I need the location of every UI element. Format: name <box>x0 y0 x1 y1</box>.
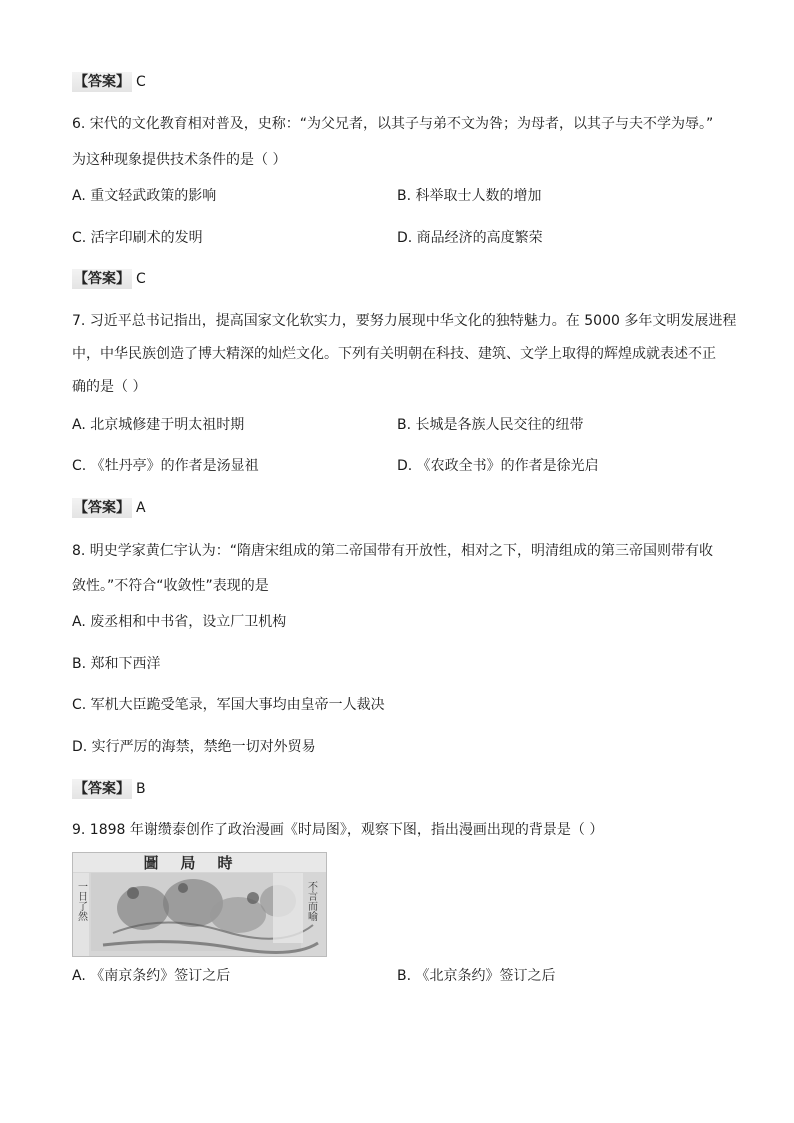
q7-option-d: D. 《农政全书》的作者是徐光启 <box>397 458 599 474</box>
q8-stem-line2: 敛性。”不符合“收敛性”表现的是 <box>72 578 269 594</box>
cartoon-illustration <box>73 853 326 956</box>
q8-answer <box>72 779 146 799</box>
q6-stem-line1: 6. 宋代的文化教育相对普及，史称：“为父兄者，以其子与弟不文为咎；为母者，以其子与夫不学为辱。” <box>72 116 714 132</box>
answer-value: C <box>136 271 146 287</box>
q7-stem-line1: 7. 习近平总书记指出，提高国家文化软实力，要努力展现中华文化的独特魅力。在 5000 多年文明发展进程 <box>72 313 737 329</box>
q7-option-b: B. 长城是各族人民交往的纽带 <box>397 417 584 433</box>
q6-option-b: B. 科举取士人数的增加 <box>397 188 542 204</box>
q8-option-d: D. 实行严厉的海禁，禁绝一切对外贸易 <box>72 739 316 755</box>
q7-answer <box>72 498 146 518</box>
answer-value: A <box>136 500 146 516</box>
q7-stem-line3: 确的是（ ） <box>72 379 147 395</box>
answer-tag: 【答案】 <box>74 781 130 797</box>
q9-stem-line1: 9. 1898 年谢缵泰创作了政治漫画《时局图》，观察下图，指出漫画出现的背景是（ ） <box>72 822 604 838</box>
q9-option-a: A. 《南京条约》签订之后 <box>72 968 231 984</box>
q5-answer <box>72 72 146 92</box>
answer-value: B <box>136 781 146 797</box>
q6-option-d: D. 商品经济的高度繁荣 <box>397 230 543 246</box>
q8-option-c: C. 军机大臣跪受笔录，军国大事均由皇帝一人裁决 <box>72 697 385 713</box>
q7-stem-line2: 中，中华民族创造了博大精深的灿烂文化。下列有关明朝在科技、建筑、文学上取得的辉煌成就表述不正 <box>72 346 716 362</box>
q6-option-a: A. 重文轻武政策的影响 <box>72 188 217 204</box>
q8-option-a: A. 废丞相和中书省，设立厂卫机构 <box>72 614 287 630</box>
q6-answer <box>72 269 146 289</box>
q8-option-b: B. 郑和下西洋 <box>72 656 161 672</box>
q9-option-b: B. 《北京条约》签订之后 <box>397 968 556 984</box>
q6-stem-line2: 为这种现象提供技术条件的是（ ） <box>72 152 287 168</box>
answer-tag: 【答案】 <box>74 74 130 90</box>
answer-tag: 【答案】 <box>74 271 130 287</box>
answer-tag: 【答案】 <box>74 500 130 516</box>
cartoon-right-caption: 不言而喻 <box>305 881 317 921</box>
q7-option-a: A. 北京城修建于明太祖时期 <box>72 417 245 433</box>
q6-option-c: C. 活字印刷术的发明 <box>72 230 203 246</box>
q7-option-c: C. 《牡丹亭》的作者是汤显祖 <box>72 458 259 474</box>
q8-stem-line1: 8. 明史学家黄仁宇认为：“隋唐宋组成的第二帝国带有开放性，相对之下，明清组成的第三帝国则带有收 <box>72 543 714 559</box>
answer-value: C <box>136 74 146 90</box>
shijutu-cartoon-image <box>72 852 327 957</box>
cartoon-title: 圖局時 <box>143 854 255 872</box>
cartoon-left-caption: 一日了然 <box>75 881 87 921</box>
